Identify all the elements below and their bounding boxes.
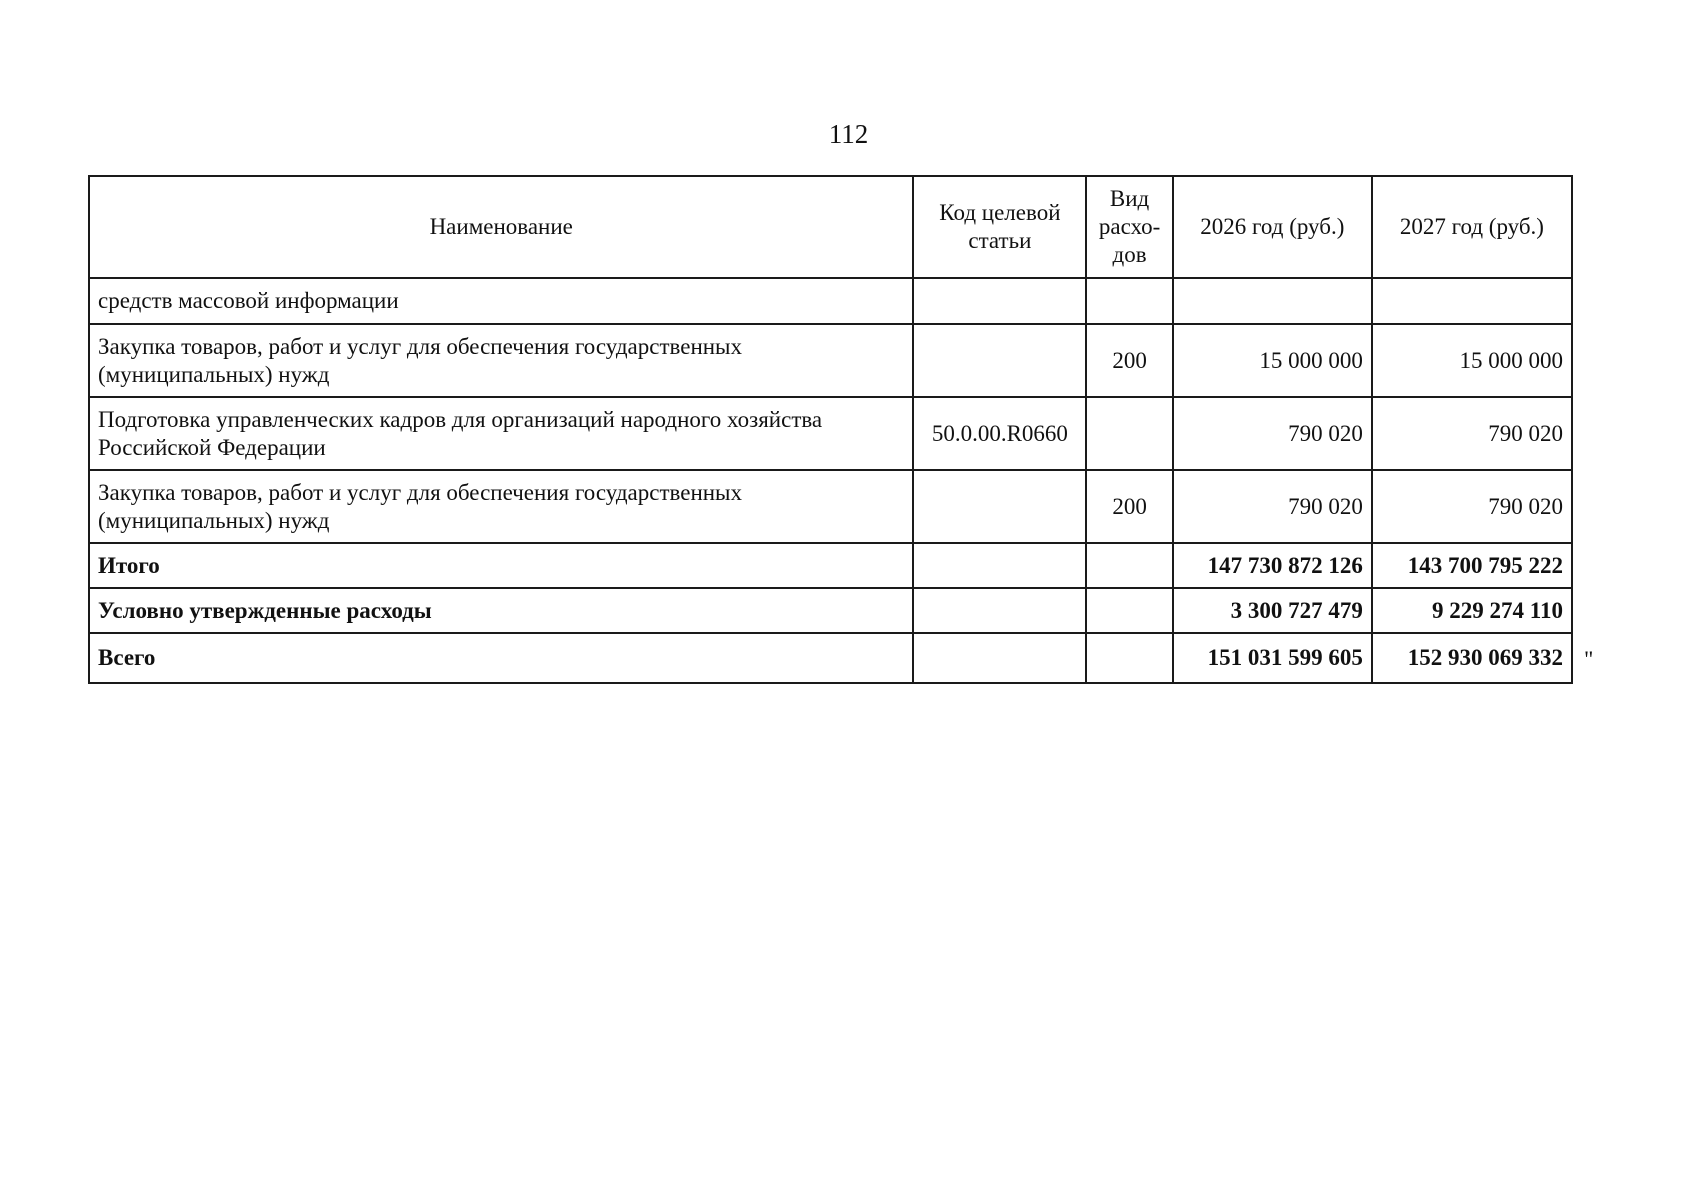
table-row	[89, 397, 1572, 470]
row-name: Закупка товаров, работ и услуг для обеспечения государственных (муниципальных) нужд	[89, 470, 913, 543]
row-2027: 790 020	[1372, 470, 1572, 543]
table-row-total	[89, 543, 1572, 588]
row-kind: 200	[1086, 324, 1172, 397]
row-2026: 3 300 727 479	[1173, 588, 1372, 633]
table-row	[89, 278, 1572, 324]
row-kind	[1086, 633, 1172, 683]
header-2027: 2027 год (руб.)	[1372, 176, 1572, 278]
row-kind	[1086, 278, 1172, 324]
row-2027: 15 000 000	[1372, 324, 1572, 397]
row-2026: 147 730 872 126	[1173, 543, 1372, 588]
row-code: 50.0.00.R0660	[913, 397, 1086, 470]
table-row-grand-total	[89, 633, 1572, 683]
row-kind	[1086, 588, 1172, 633]
budget-table	[88, 175, 1573, 684]
header-name: Наименование	[89, 176, 913, 278]
row-2026: 151 031 599 605	[1173, 633, 1372, 683]
row-code	[913, 588, 1086, 633]
row-2027: 9 229 274 110	[1372, 588, 1572, 633]
row-name: Итого	[89, 543, 913, 588]
page-number: 112	[828, 119, 869, 149]
table-header-row	[89, 176, 1572, 278]
table-row	[89, 470, 1572, 543]
row-2026: 790 020	[1173, 397, 1372, 470]
row-code	[913, 324, 1086, 397]
row-2027	[1372, 278, 1572, 324]
row-2027: 790 020	[1372, 397, 1572, 470]
row-2026: 790 020	[1173, 470, 1372, 543]
row-name: Условно утвержденные расходы	[89, 588, 913, 633]
header-2026: 2026 год (руб.)	[1173, 176, 1372, 278]
row-2026: 15 000 000	[1173, 324, 1372, 397]
row-code	[913, 470, 1086, 543]
row-name: Подготовка управленческих кадров для организаций народного хозяйства Российской Федерации	[89, 397, 913, 470]
closing-quote-mark: "	[1584, 647, 1594, 672]
row-code	[913, 278, 1086, 324]
header-code: Код целевой статьи	[913, 176, 1086, 278]
row-name: средств массовой информации	[89, 278, 913, 324]
table-row	[89, 324, 1572, 397]
row-kind	[1086, 397, 1172, 470]
header-kind: Вид расхо-дов	[1086, 176, 1172, 278]
row-2026	[1173, 278, 1372, 324]
row-2027: 152 930 069 332	[1372, 633, 1572, 683]
row-code	[913, 543, 1086, 588]
row-2027: 143 700 795 222	[1372, 543, 1572, 588]
row-kind: 200	[1086, 470, 1172, 543]
row-name: Закупка товаров, работ и услуг для обеспечения государственных (муниципальных) нужд	[89, 324, 913, 397]
table-row-conditional	[89, 588, 1572, 633]
row-code	[913, 633, 1086, 683]
row-name: Всего	[89, 633, 913, 683]
row-kind	[1086, 543, 1172, 588]
